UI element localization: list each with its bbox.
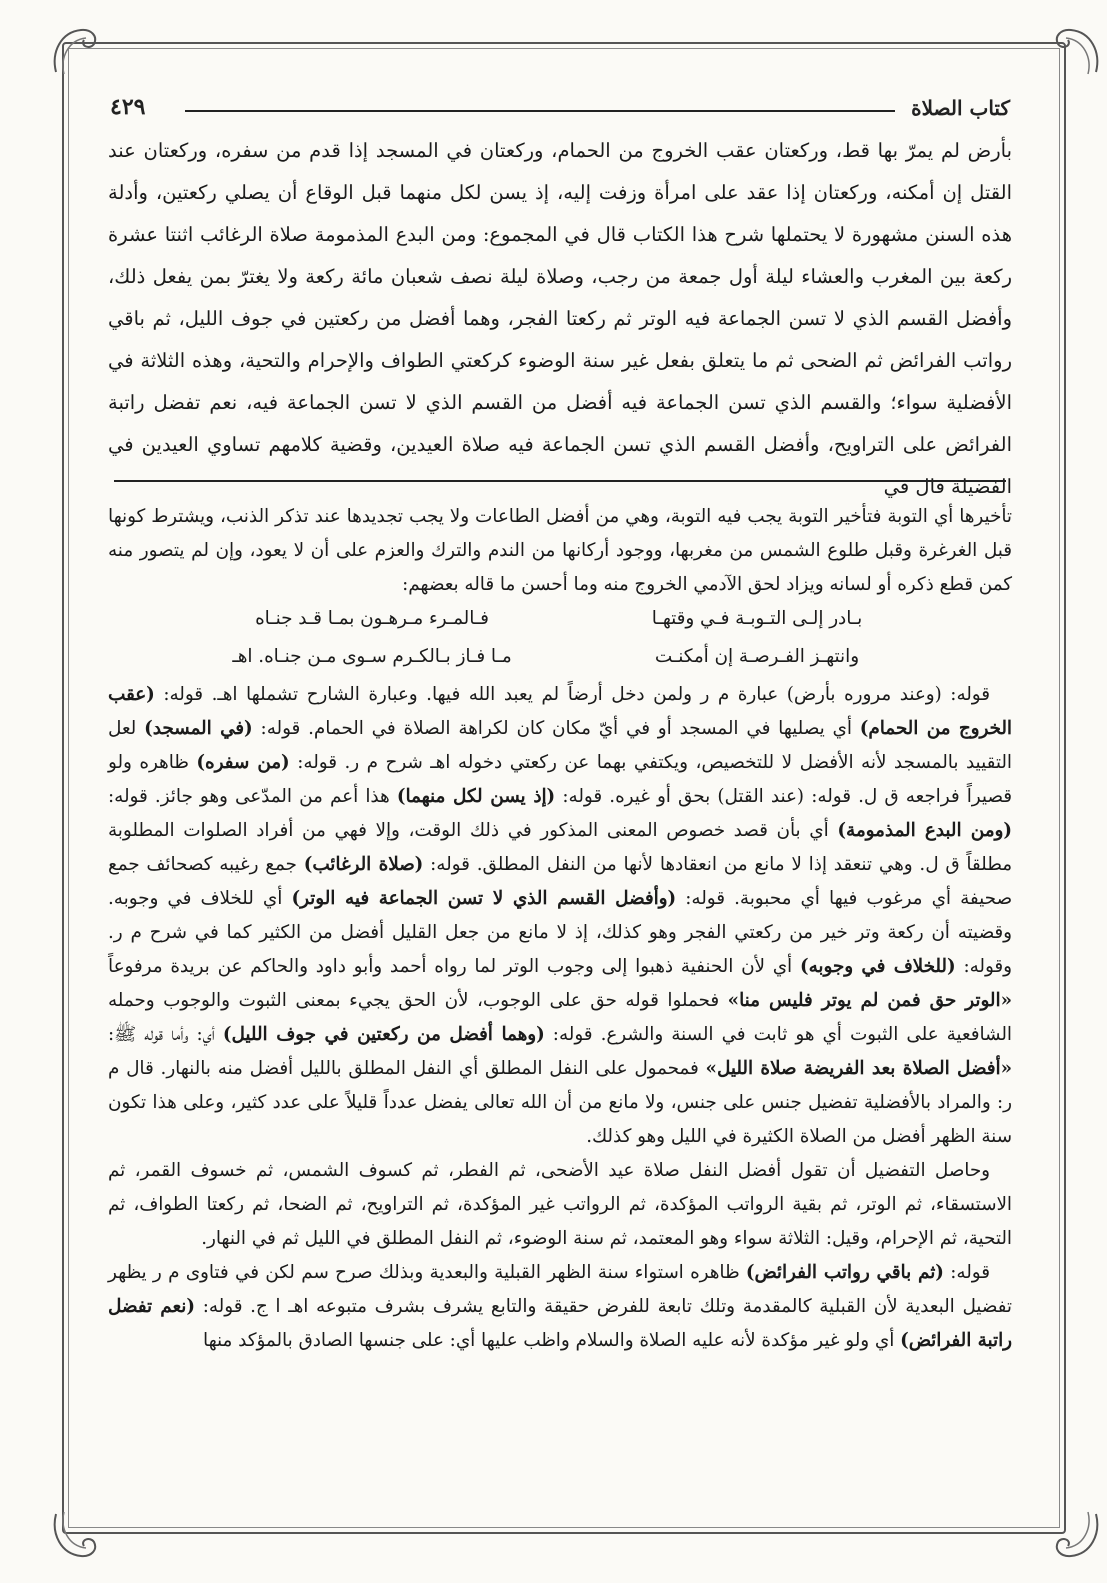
note-text: عبارة م ر ولمن دخل أرضاً لم يعبد الله فيها. وعبارة الشارح تشملها اهـ. قوله:: [154, 684, 787, 705]
quoted-phrase: «أفضل الصلاة بعد الفريضة صلاة الليل»: [705, 1058, 1012, 1079]
footnote-separator: [114, 480, 1006, 482]
quoted-phrase: (للخلاف في وجوبه): [799, 956, 956, 977]
note-text: قوله:: [943, 1262, 990, 1283]
running-header: [110, 92, 1010, 126]
quoted-phrase: (وأفضل القسم الذي لا تسن الجماعة فيه الوتر): [291, 888, 677, 909]
main-paragraph: بأرض لم يمرّ بها قط، وركعتان عقب الخروج من الحمام، وركعتان في المسجد إذا قدم من سفره، وركعتان عند القتل إن أمكنه، وركعتان إذا عقد على امرأة وزفت إليه، إذ يسن لكل منهما قبل الوقاع أن يصلي ركعتين، وأدلة هذه السنن مشهورة لا يحتملها شرح هذا الكتاب قال في المجموع: ومن البدع المذمومة صلاة الرغائب اثنتا عشرة ركعة بين المغرب والعشاء ليلة أول جمعة من رجب، وصلاة ليلة نصف شعبان مائة ركعة ولا يغترّ بمن يفعل ذلك، وأفضل القسم الذي لا تسن الجماعة فيه الوتر ثم ركعتا الفجر، وهما أفضل من ركعتين في جوف الليل، ثم باقي رواتب الفرائض ثم الضحى ثم ما يتعلق بفعل غير سنة الوضوء كركعتي الطواف والإحرام والتحية، وهذه الثلاثة في الأفضلية سواء؛ والقسم الذي تسن الجماعة فيه أفضل من القسم الذي لا تسن الجماعة فيه، نعم تفضل راتبة الفرائض على التراويح، وأفضل القسم الذي تسن الجماعة فيه صلاة العيدين، وقضية كلامهم تساوي العيدين في الفضيلة قال في: [108, 139, 1012, 498]
note-text: أي ولو غير مؤكدة لأنه عليه الصلاة والسلام واظب عليها أي: على جنسها الصادق بالمؤكد منها: [203, 1330, 901, 1351]
main-text: [108, 130, 1012, 508]
note-text: أي للخلاف في وجوبه. وقضيته أن ركعة وتر خير من ركعتي الفجر وهو كذلك، إذ لا مانع من جعل القليل أفضل من الكثير كما في شرح م ر. وقوله:: [108, 888, 1012, 977]
quoted-phrase: (ومن البدع المذمومة): [837, 820, 1012, 841]
quoted-phrase: «الوتر حق فمن لم يوتر فليس منا»: [727, 990, 1013, 1011]
note-text: قوله:: [941, 684, 990, 705]
note-text: (وعند مروره بأرض): [786, 684, 942, 705]
poem-line1-left: فـالمـرء مـرهـون بمـا قـد جنـاه: [255, 608, 489, 629]
chapter-title: كتاب الصلاة: [911, 96, 1010, 120]
commentary-notes: [108, 500, 1012, 1358]
note-text: جمع رغيبه كصحائف جمع صحيفة أي مرغوب فيها أي محبوبة. قوله:: [108, 854, 1013, 909]
note-text: أي لأن الحنفية ذهبوا إلى وجوب الوتر لما رواه أحمد وأبو داود والحاكم عن بريدة مرفوعاً: [108, 956, 800, 977]
note-text: ظاهره ولو قصيراً فراجعه ق ل. قوله: (عند القتل) بحق أو غيره. قوله:: [108, 752, 1012, 807]
note-text: وحاصل التفضيل أن تقول أفضل النفل صلاة عيد الأضحى، ثم الفطر، ثم كسوف الشمس، ثم خسوف القمر، ثم الاستسقاء، ثم الوتر، ثم بقية الرواتب المؤكدة، ثم الرواتب غير المؤكدة، ثم التراويح، ثم الضحا، ثم ركعتا الطواف، ثم التحية، ثم الإحرام، وقيل: الثلاثة سواء وهو المعتمد، ثم سنة الوضوء، ثم النفل المطلق في الليل ثم في النهار.: [108, 1160, 1012, 1249]
note-paragraph-1: [108, 678, 1012, 1154]
note-text: لعل التقييد بالمسجد لأنه الأفضل لا للتخصيص، ويكتفي بهما عن ركعتي دخوله اهـ شرح م ر. قوله:: [108, 718, 1013, 773]
note-paragraph-2: [108, 1154, 1012, 1256]
poem-line1-right: بـادر إلـى التـوبـة فـي وقتهـا: [651, 608, 863, 629]
header-rule: [185, 110, 895, 112]
note-text: هذا أعم من المدّعى وهو جائز. قوله:: [108, 786, 397, 807]
ornament-corner-bottom-right: [1046, 1504, 1106, 1564]
note-text: أي يصليها في المسجد أو في أيّ مكان كان لكراهة الصلاة في الحمام. قوله:: [252, 718, 860, 739]
note-text: أي: وأما قوله ﷺ:: [108, 1024, 223, 1045]
poem-line2-right: وانتهـز الفـرصـة إن أمكنـت: [654, 646, 860, 667]
page-number: ٤٢٩: [110, 94, 146, 120]
ornament-corner-top-left: [46, 22, 106, 82]
note-text: ظاهره استواء سنة الظهر القبلية والبعدية وبذلك صرح سم لكن في فتاوى م ر يظهر تفضيل البعدية لأن القبلية كالمقدمة وتلك تابعة للفرض حقيقة والتابع يشرف بشرف متبوعه اهـ ا ج. قوله:: [108, 1262, 1012, 1317]
quoted-phrase: (نعم تفضل راتبة الفرائض): [108, 1296, 1012, 1351]
ornament-corner-bottom-left: [46, 1504, 106, 1564]
quoted-phrase: (ثم باقي رواتب الفرائض): [745, 1262, 944, 1283]
notes-intro: تأخيرها أي التوبة فتأخير التوبة يجب فيه التوبة، وهي من أفضل الطاعات ولا يجب تجديدها عند تذكر الذنب، ويشترط كونها قبل الغرغرة وقبل طلوع الشمس من مغربها، ووجود أركانها من الندم والترك والعزم على أن لا يعود، وإن لم يتصور منه كمن قطع ذكره أو لسانه ويزاد لحق الآدمي الخروج منه وما أحسن ما قاله بعضهم:: [108, 506, 1012, 595]
quoted-phrase: (صلاة الرغائب): [303, 854, 424, 875]
ornament-corner-top-right: [1046, 22, 1106, 82]
quoted-phrase: (عقب الخروج من الحمام): [108, 684, 1013, 739]
note-text: فمحمول على النفل المطلق أي النفل المطلق بالليل أفضل منه بالنهار. قال م ر: والمراد بالأفضلية تفضيل جنس على جنس، ولا مانع من أن الله تعالى يفضل عدداً قليلاً على عدد كثير، وعلى هذا تكون سنة الظهر أفضل من الصلاة الكثيرة في الليل وهو كذلك.: [108, 1058, 1012, 1147]
note-text: فحملوا قوله حق على الوجوب، لأن الحق يجيء بمعنى الثبوت والوجوب وحمله الشافعية على الثبوت أي هو ثابت في السنة والشرع. قوله:: [108, 990, 1013, 1045]
quoted-phrase: (من سفره): [196, 752, 290, 773]
note-text: أي بأن قصد خصوص المعنى المذكور في ذلك الوقت، وإلا فهي من أفراد الصلوات المطلوبة مطلقاً ق ل. وهي تنعقد إذا لا مانع من انعقادها لأنها من النفل المطلق. قوله:: [108, 820, 1012, 875]
quoted-phrase: (إذ يسن لكل منهما): [396, 786, 556, 807]
note-paragraph-3: [108, 1256, 1012, 1358]
quoted-phrase: (في المسجد): [144, 718, 253, 739]
quoted-phrase: (وهما أفضل من ركعتين في جوف الليل): [222, 1024, 545, 1045]
poem-line2-left: مـا فـاز بـالكـرم سـوى مـن جنـاه. اهـ: [232, 646, 512, 667]
poem: [108, 602, 1012, 678]
